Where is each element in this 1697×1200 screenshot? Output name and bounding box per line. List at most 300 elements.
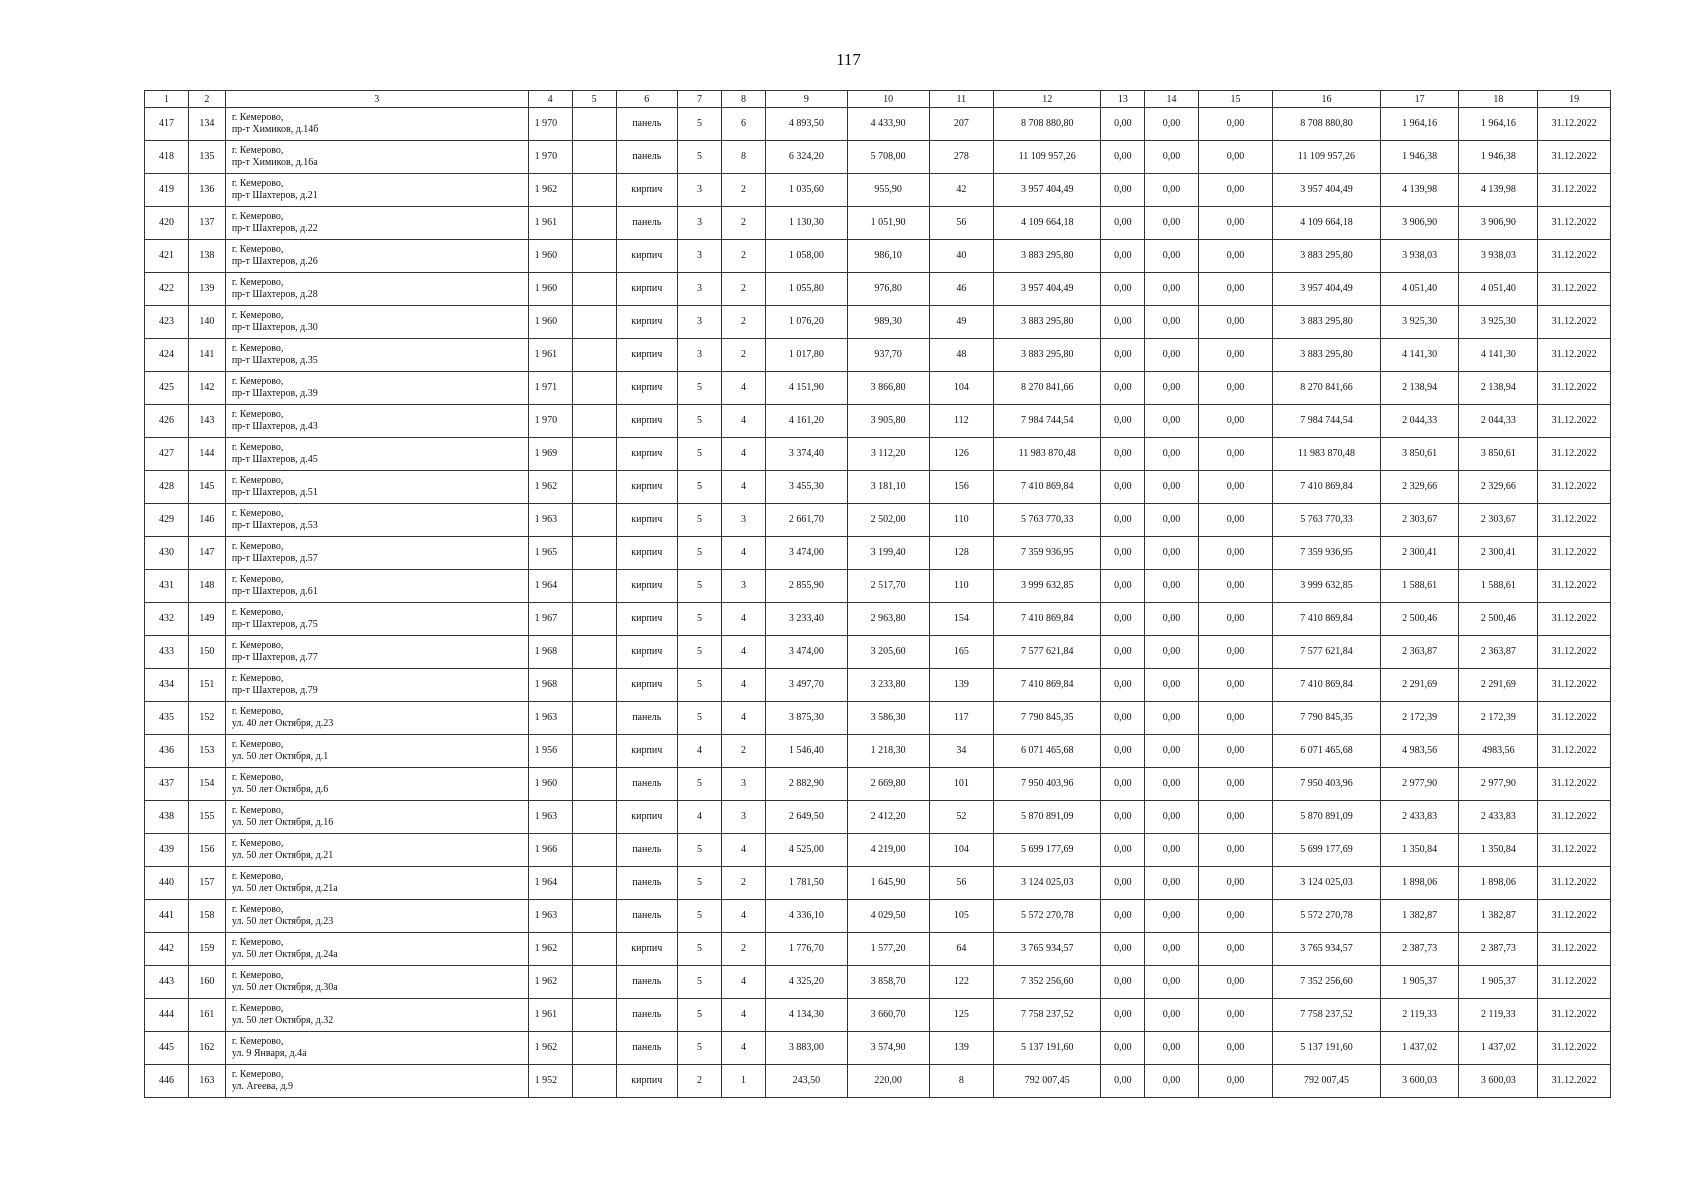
cell: 4	[721, 999, 765, 1032]
cell: 7 410 869,84	[994, 603, 1101, 636]
table-row	[145, 801, 1611, 834]
cell: 5 870 891,09	[1273, 801, 1380, 834]
address-street: пр-т Шахтеров, д.75	[231, 619, 318, 630]
cell: 5	[677, 900, 721, 933]
address-cell	[225, 867, 528, 900]
cell: 56	[929, 867, 993, 900]
cell: 139	[929, 669, 993, 702]
cell: 0,00	[1101, 966, 1145, 999]
cell: 0,00	[1101, 1065, 1145, 1098]
address-street: ул. 9 Января, д.4а	[231, 1048, 307, 1059]
cell: 0,00	[1198, 867, 1273, 900]
address-street: пр-т Шахтеров, д.39	[231, 388, 318, 399]
cell: 4 051,40	[1459, 273, 1538, 306]
cell: 0,00	[1145, 735, 1198, 768]
cell: 5	[677, 108, 721, 141]
cell	[572, 273, 616, 306]
cell: 31.12.2022	[1538, 999, 1611, 1032]
cell: 154	[929, 603, 993, 636]
cell: 4 134,30	[765, 999, 847, 1032]
address-city: г. Кемерово,	[231, 310, 284, 321]
cell: 431	[145, 570, 189, 603]
cell: 5 572 270,78	[994, 900, 1101, 933]
column-header-9: 9	[765, 91, 847, 108]
table-row	[145, 735, 1611, 768]
address-street: ул. 50 лет Октября, д.23	[231, 916, 334, 927]
cell	[572, 570, 616, 603]
cell: 5	[677, 141, 721, 174]
cell: 0,00	[1198, 174, 1273, 207]
cell: 31.12.2022	[1538, 174, 1611, 207]
cell: 140	[188, 306, 225, 339]
cell: 2 412,20	[847, 801, 929, 834]
column-header-17: 17	[1380, 91, 1459, 108]
cell: 117	[929, 702, 993, 735]
cell: 4	[721, 834, 765, 867]
cell: 5	[677, 999, 721, 1032]
cell: 0,00	[1101, 108, 1145, 141]
cell: 5 699 177,69	[994, 834, 1101, 867]
cell: 3 883,00	[765, 1032, 847, 1065]
cell: 1 962	[528, 933, 572, 966]
cell: 7 359 936,95	[1273, 537, 1380, 570]
address-cell	[225, 669, 528, 702]
cell: 1 898,06	[1459, 867, 1538, 900]
cell: 1 956	[528, 735, 572, 768]
cell: 165	[929, 636, 993, 669]
cell: 0,00	[1145, 174, 1198, 207]
cell	[572, 372, 616, 405]
cell: панель	[616, 702, 677, 735]
cell: 2 172,39	[1459, 702, 1538, 735]
cell: 0,00	[1198, 702, 1273, 735]
cell: 1 645,90	[847, 867, 929, 900]
cell: 2 303,67	[1459, 504, 1538, 537]
cell: 5 763 770,33	[1273, 504, 1380, 537]
address-street: ул. 50 лет Октября, д.6	[231, 784, 329, 795]
cell: 31.12.2022	[1538, 900, 1611, 933]
cell: 3 866,80	[847, 372, 929, 405]
cell: 135	[188, 141, 225, 174]
cell: 2 303,67	[1380, 504, 1459, 537]
cell	[572, 768, 616, 801]
cell	[572, 966, 616, 999]
cell: панель	[616, 768, 677, 801]
cell: 3 181,10	[847, 471, 929, 504]
cell: 0,00	[1101, 240, 1145, 273]
column-header-3: 3	[225, 91, 528, 108]
cell: 7 758 237,52	[1273, 999, 1380, 1032]
address-street: ул. 50 лет Октября, д.32	[231, 1015, 334, 1026]
cell: 31.12.2022	[1538, 669, 1611, 702]
cell: 138	[188, 240, 225, 273]
cell: 5	[677, 768, 721, 801]
cell: 427	[145, 438, 189, 471]
address-cell	[225, 966, 528, 999]
cell: 3 124 025,03	[1273, 867, 1380, 900]
cell: 430	[145, 537, 189, 570]
column-header-7: 7	[677, 91, 721, 108]
cell: 0,00	[1145, 372, 1198, 405]
address-street: пр-т Химиков, д.16а	[231, 157, 318, 168]
address-city: г. Кемерово,	[231, 508, 284, 519]
cell: 2 387,73	[1459, 933, 1538, 966]
cell: 3 497,70	[765, 669, 847, 702]
address-cell	[225, 240, 528, 273]
cell	[572, 900, 616, 933]
cell: 439	[145, 834, 189, 867]
cell: 142	[188, 372, 225, 405]
cell: 31.12.2022	[1538, 867, 1611, 900]
address-street: пр-т Шахтеров, д.22	[231, 223, 318, 234]
cell: 4 109 664,18	[1273, 207, 1380, 240]
cell: 4	[721, 636, 765, 669]
cell: 2	[721, 339, 765, 372]
cell: 1 905,37	[1380, 966, 1459, 999]
address-city: г. Кемерово,	[231, 541, 284, 552]
cell: 31.12.2022	[1538, 735, 1611, 768]
cell: 418	[145, 141, 189, 174]
cell: 0,00	[1198, 999, 1273, 1032]
cell: 1 962	[528, 471, 572, 504]
cell: 0,00	[1198, 933, 1273, 966]
cell: 2 500,46	[1380, 603, 1459, 636]
cell: 5	[677, 1032, 721, 1065]
cell: 162	[188, 1032, 225, 1065]
cell: 163	[188, 1065, 225, 1098]
cell: 112	[929, 405, 993, 438]
cell: 4 325,20	[765, 966, 847, 999]
cell: 156	[929, 471, 993, 504]
table-row	[145, 405, 1611, 438]
cell: 0,00	[1145, 306, 1198, 339]
cell	[572, 471, 616, 504]
cell: 3 474,00	[765, 537, 847, 570]
address-cell	[225, 207, 528, 240]
cell: 0,00	[1101, 306, 1145, 339]
cell: 2 661,70	[765, 504, 847, 537]
cell: 42	[929, 174, 993, 207]
cell: 31.12.2022	[1538, 834, 1611, 867]
cell: 444	[145, 999, 189, 1032]
cell: 3	[721, 768, 765, 801]
cell: 141	[188, 339, 225, 372]
address-city: г. Кемерово,	[231, 607, 284, 618]
cell: 157	[188, 867, 225, 900]
cell: 3 883 295,80	[1273, 306, 1380, 339]
cell: 0,00	[1101, 900, 1145, 933]
cell: 2 502,00	[847, 504, 929, 537]
table-row	[145, 306, 1611, 339]
cell: 1 963	[528, 702, 572, 735]
cell: 4 219,00	[847, 834, 929, 867]
cell: 417	[145, 108, 189, 141]
cell: 1 970	[528, 141, 572, 174]
cell	[572, 207, 616, 240]
cell: 6 071 465,68	[1273, 735, 1380, 768]
address-city: г. Кемерово,	[231, 442, 284, 453]
table-row	[145, 867, 1611, 900]
cell: 2	[721, 240, 765, 273]
cell: 2 329,66	[1459, 471, 1538, 504]
cell: 2	[721, 174, 765, 207]
cell: 0,00	[1101, 669, 1145, 702]
cell: 0,00	[1198, 339, 1273, 372]
address-city: г. Кемерово,	[231, 640, 284, 651]
cell: 31.12.2022	[1538, 537, 1611, 570]
address-cell	[225, 636, 528, 669]
cell: кирпич	[616, 174, 677, 207]
cell	[572, 405, 616, 438]
cell: 4 983,56	[1380, 735, 1459, 768]
cell: 424	[145, 339, 189, 372]
address-street: пр-т Шахтеров, д.53	[231, 520, 318, 531]
cell: 31.12.2022	[1538, 339, 1611, 372]
address-street: ул. Агеева, д.9	[231, 1081, 294, 1092]
cell: 5	[677, 669, 721, 702]
cell: 1	[721, 1065, 765, 1098]
cell: 1 898,06	[1380, 867, 1459, 900]
cell: 3 925,30	[1380, 306, 1459, 339]
cell: 4 141,30	[1380, 339, 1459, 372]
cell: 2 387,73	[1380, 933, 1459, 966]
cell: 2 882,90	[765, 768, 847, 801]
cell: 4 161,20	[765, 405, 847, 438]
cell: 1 588,61	[1459, 570, 1538, 603]
address-cell	[225, 405, 528, 438]
cell: 1 546,40	[765, 735, 847, 768]
address-city: г. Кемерово,	[231, 805, 284, 816]
cell: 1 971	[528, 372, 572, 405]
cell: 2 138,94	[1459, 372, 1538, 405]
cell	[572, 636, 616, 669]
cell: 0,00	[1198, 273, 1273, 306]
cell: 423	[145, 306, 189, 339]
cell: 31.12.2022	[1538, 141, 1611, 174]
address-city: г. Кемерово,	[231, 211, 284, 222]
cell: 1 964	[528, 570, 572, 603]
cell: 0,00	[1198, 1065, 1273, 1098]
cell: 34	[929, 735, 993, 768]
cell: 5	[677, 933, 721, 966]
cell	[572, 108, 616, 141]
cell: 0,00	[1101, 339, 1145, 372]
cell: панель	[616, 141, 677, 174]
cell: 1 076,20	[765, 306, 847, 339]
cell: 2 363,87	[1380, 636, 1459, 669]
address-street: ул. 50 лет Октября, д.21а	[231, 883, 338, 894]
cell: 0,00	[1145, 603, 1198, 636]
cell: 0,00	[1145, 801, 1198, 834]
address-cell	[225, 801, 528, 834]
cell: 3 957 404,49	[994, 174, 1101, 207]
cell: 0,00	[1198, 108, 1273, 141]
cell: 4	[721, 372, 765, 405]
cell: 5	[677, 834, 721, 867]
cell: 422	[145, 273, 189, 306]
address-cell	[225, 1065, 528, 1098]
cell: 2	[721, 933, 765, 966]
cell	[572, 735, 616, 768]
address-city: г. Кемерово,	[231, 838, 284, 849]
address-street: ул. 50 лет Октября, д.24а	[231, 949, 338, 960]
cell: 3 374,40	[765, 438, 847, 471]
cell: 0,00	[1198, 834, 1273, 867]
address-city: г. Кемерово,	[231, 1003, 284, 1014]
address-street: ул. 50 лет Октября, д.30а	[231, 982, 338, 993]
cell: 3 124 025,03	[994, 867, 1101, 900]
cell: 5 763 770,33	[994, 504, 1101, 537]
cell: 0,00	[1145, 768, 1198, 801]
cell: 139	[188, 273, 225, 306]
cell: 0,00	[1145, 900, 1198, 933]
cell: 0,00	[1145, 570, 1198, 603]
cell: 4 139,98	[1380, 174, 1459, 207]
table-row	[145, 603, 1611, 636]
address-city: г. Кемерово,	[231, 112, 284, 123]
cell: 0,00	[1101, 174, 1145, 207]
cell: 8	[721, 141, 765, 174]
cell: 40	[929, 240, 993, 273]
table-row	[145, 1065, 1611, 1098]
table-row	[145, 702, 1611, 735]
cell: 31.12.2022	[1538, 933, 1611, 966]
cell: 2 433,83	[1459, 801, 1538, 834]
cell: 110	[929, 504, 993, 537]
table-row	[145, 372, 1611, 405]
cell: 0,00	[1101, 372, 1145, 405]
address-cell	[225, 834, 528, 867]
cell: 156	[188, 834, 225, 867]
cell: 434	[145, 669, 189, 702]
cell: 3 765 934,57	[1273, 933, 1380, 966]
cell: 2 977,90	[1459, 768, 1538, 801]
table-row	[145, 570, 1611, 603]
column-header-10: 10	[847, 91, 929, 108]
cell: 1 946,38	[1459, 141, 1538, 174]
cell: 7 577 621,84	[1273, 636, 1380, 669]
cell	[572, 537, 616, 570]
cell: 147	[188, 537, 225, 570]
cell: 31.12.2022	[1538, 306, 1611, 339]
cell: 1 588,61	[1380, 570, 1459, 603]
cell: 3 233,40	[765, 603, 847, 636]
cell: 0,00	[1145, 471, 1198, 504]
cell: 3 883 295,80	[1273, 240, 1380, 273]
cell	[572, 504, 616, 537]
cell: 1 970	[528, 108, 572, 141]
cell: 4	[721, 900, 765, 933]
cell: 1 963	[528, 504, 572, 537]
cell: 3	[677, 339, 721, 372]
cell: 3 883 295,80	[994, 339, 1101, 372]
table-row	[145, 504, 1611, 537]
cell: 3 600,03	[1380, 1065, 1459, 1098]
cell: 104	[929, 372, 993, 405]
cell: 31.12.2022	[1538, 1065, 1611, 1098]
cell: 4	[721, 471, 765, 504]
address-street: ул. 50 лет Октября, д.1	[231, 751, 329, 762]
cell: 128	[929, 537, 993, 570]
cell: 2 669,80	[847, 768, 929, 801]
column-header-15: 15	[1198, 91, 1273, 108]
cell: 7 950 403,96	[1273, 768, 1380, 801]
cell: 0,00	[1198, 801, 1273, 834]
cell: 0,00	[1145, 1065, 1198, 1098]
cell: 7 984 744,54	[1273, 405, 1380, 438]
cell: кирпич	[616, 273, 677, 306]
cell: 2 517,70	[847, 570, 929, 603]
cell: 3	[721, 570, 765, 603]
cell: 4	[677, 735, 721, 768]
cell: 3 957 404,49	[1273, 174, 1380, 207]
cell: 2 363,87	[1459, 636, 1538, 669]
cell: 31.12.2022	[1538, 372, 1611, 405]
table-row	[145, 471, 1611, 504]
cell: 152	[188, 702, 225, 735]
cell: 5 699 177,69	[1273, 834, 1380, 867]
cell: 0,00	[1101, 273, 1145, 306]
cell: 2 291,69	[1380, 669, 1459, 702]
cell: 2 300,41	[1380, 537, 1459, 570]
cell: 7 577 621,84	[994, 636, 1101, 669]
cell: 220,00	[847, 1065, 929, 1098]
cell: 1 961	[528, 207, 572, 240]
cell: 3 905,80	[847, 405, 929, 438]
cell: 0,00	[1145, 504, 1198, 537]
cell: кирпич	[616, 570, 677, 603]
table-row	[145, 1032, 1611, 1065]
cell: 5 137 191,60	[1273, 1032, 1380, 1065]
cell: 7 359 936,95	[994, 537, 1101, 570]
cell: 2 300,41	[1459, 537, 1538, 570]
address-cell	[225, 141, 528, 174]
cell	[572, 669, 616, 702]
cell: 1 350,84	[1380, 834, 1459, 867]
address-city: г. Кемерово,	[231, 277, 284, 288]
cell: 0,00	[1198, 372, 1273, 405]
cell: кирпич	[616, 669, 677, 702]
cell: 3 858,70	[847, 966, 929, 999]
cell: 1 035,60	[765, 174, 847, 207]
cell: 421	[145, 240, 189, 273]
address-city: г. Кемерово,	[231, 145, 284, 156]
cell: 0,00	[1101, 867, 1145, 900]
cell: 0,00	[1145, 933, 1198, 966]
address-street: пр-т Шахтеров, д.51	[231, 487, 318, 498]
cell: 3 883 295,80	[1273, 339, 1380, 372]
cell: 4	[721, 438, 765, 471]
cell: 5 572 270,78	[1273, 900, 1380, 933]
cell: кирпич	[616, 1065, 677, 1098]
page-number: 117	[836, 50, 861, 69]
cell: 435	[145, 702, 189, 735]
cell: 101	[929, 768, 993, 801]
cell: 0,00	[1101, 537, 1145, 570]
cell: 0,00	[1198, 537, 1273, 570]
cell: 0,00	[1101, 141, 1145, 174]
address-street: ул. 40 лет Октября, д.23	[231, 718, 334, 729]
address-cell	[225, 273, 528, 306]
cell: 0,00	[1198, 900, 1273, 933]
cell: 56	[929, 207, 993, 240]
cell: 3 850,61	[1459, 438, 1538, 471]
cell: 0,00	[1145, 108, 1198, 141]
cell: 0,00	[1145, 141, 1198, 174]
table-row	[145, 966, 1611, 999]
column-header-2: 2	[188, 91, 225, 108]
cell: 2 044,33	[1459, 405, 1538, 438]
